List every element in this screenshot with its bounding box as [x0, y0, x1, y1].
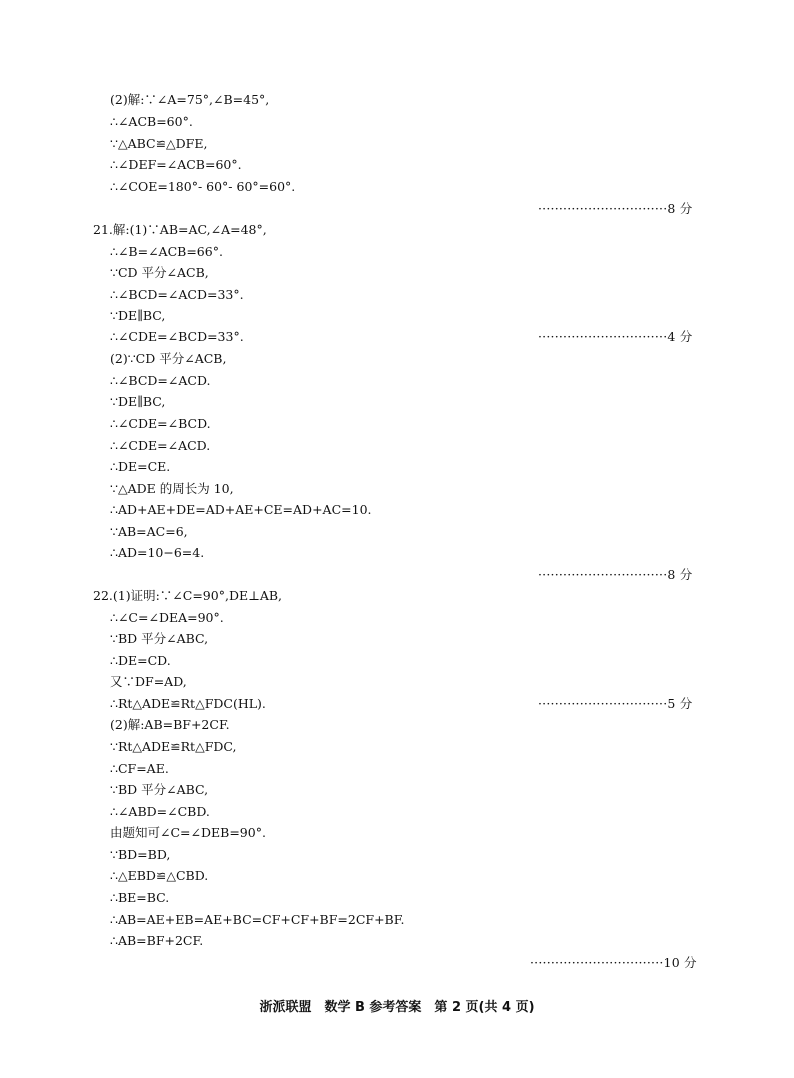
- q22-score-part2: ································10 分: [530, 955, 697, 970]
- q21-line: ∵△ADE 的周长为 10,: [110, 481, 234, 496]
- q22-line: ∴DE=CD.: [110, 653, 171, 668]
- q22-heading: 22.(1)证明:∵∠C=90°,DE⊥AB,: [93, 588, 283, 603]
- q21-score-part1: ·······························4 分: [538, 329, 693, 344]
- q21-line: ∵DE∥BC,: [110, 308, 166, 323]
- q22-line: ∴CF=AE.: [110, 761, 169, 776]
- q20-line-2: ∴∠ACB=60°.: [110, 114, 193, 129]
- q22-line: ∴AB=AE+EB=AE+BC=CF+CF+BF=2CF+BF.: [110, 912, 405, 927]
- q22-line: 又∵DF=AD,: [110, 674, 187, 689]
- page-footer: 浙派联盟 数学 B 参考答案 第 2 页(共 4 页): [259, 1000, 535, 1015]
- q22-line: ∴∠ABD=∠CBD.: [110, 804, 210, 819]
- q21-line: ∴∠CDE=∠ACD.: [110, 438, 211, 453]
- q21-heading: 21.解:(1)∵AB=AC,∠A=48°,: [93, 222, 267, 237]
- q22-line: (2)解:AB=BF+2CF.: [110, 717, 230, 732]
- q21-score-part2: ·······························8 分: [538, 567, 693, 582]
- q22-line: ∵Rt△ADE≌Rt△FDC,: [110, 739, 237, 754]
- q22-line: ∴∠C=∠DEA=90°.: [110, 610, 224, 625]
- q22-line: ∴AB=BF+2CF.: [110, 933, 204, 948]
- q21-line: ∵CD 平分∠ACB,: [110, 265, 209, 280]
- q22-line: ∴Rt△ADE≌Rt△FDC(HL).: [110, 696, 266, 711]
- q21-line: ∴DE=CE.: [110, 459, 171, 474]
- q21-line: ∵AB=AC=6,: [110, 524, 188, 539]
- q21-line: ∴∠B=∠ACB=66°.: [110, 244, 223, 259]
- q20-line-1: (2)解:∵∠A=75°,∠B=45°,: [110, 92, 270, 107]
- q20-line-3: ∵△ABC≌△DFE,: [110, 136, 208, 151]
- q21-line: ∴∠CDE=∠BCD.: [110, 416, 211, 431]
- q22-score-part1: ·······························5 分: [538, 696, 693, 711]
- q21-line: ∴∠CDE=∠BCD=33°.: [110, 329, 244, 344]
- q21-line: ∵DE∥BC,: [110, 394, 166, 409]
- q20-line-4: ∴∠DEF=∠ACB=60°.: [110, 157, 242, 172]
- q22-line: ∵BD 平分∠ABC,: [110, 782, 209, 797]
- q22-line: 由题知可∠C=∠DEB=90°.: [110, 825, 266, 840]
- q20-score: ·······························8 分: [538, 201, 693, 216]
- q20-line-5: ∴∠COE=180°- 60°- 60°=60°.: [110, 179, 296, 194]
- q21-line: ∴AD+AE+DE=AD+AE+CE=AD+AC=10.: [110, 502, 372, 517]
- q21-line: ∴∠BCD=∠ACD.: [110, 373, 211, 388]
- q22-line: ∵BD 平分∠ABC,: [110, 631, 209, 646]
- q21-line: ∴∠BCD=∠ACD=33°.: [110, 287, 244, 302]
- q22-line: ∴BE=BC.: [110, 890, 170, 905]
- q21-line: ∴AD=10−6=4.: [110, 545, 205, 560]
- q22-line: ∵BD=BD,: [110, 847, 171, 862]
- q22-line: ∴△EBD≌△CBD.: [110, 868, 209, 883]
- q21-line: (2)∵CD 平分∠ACB,: [110, 351, 227, 366]
